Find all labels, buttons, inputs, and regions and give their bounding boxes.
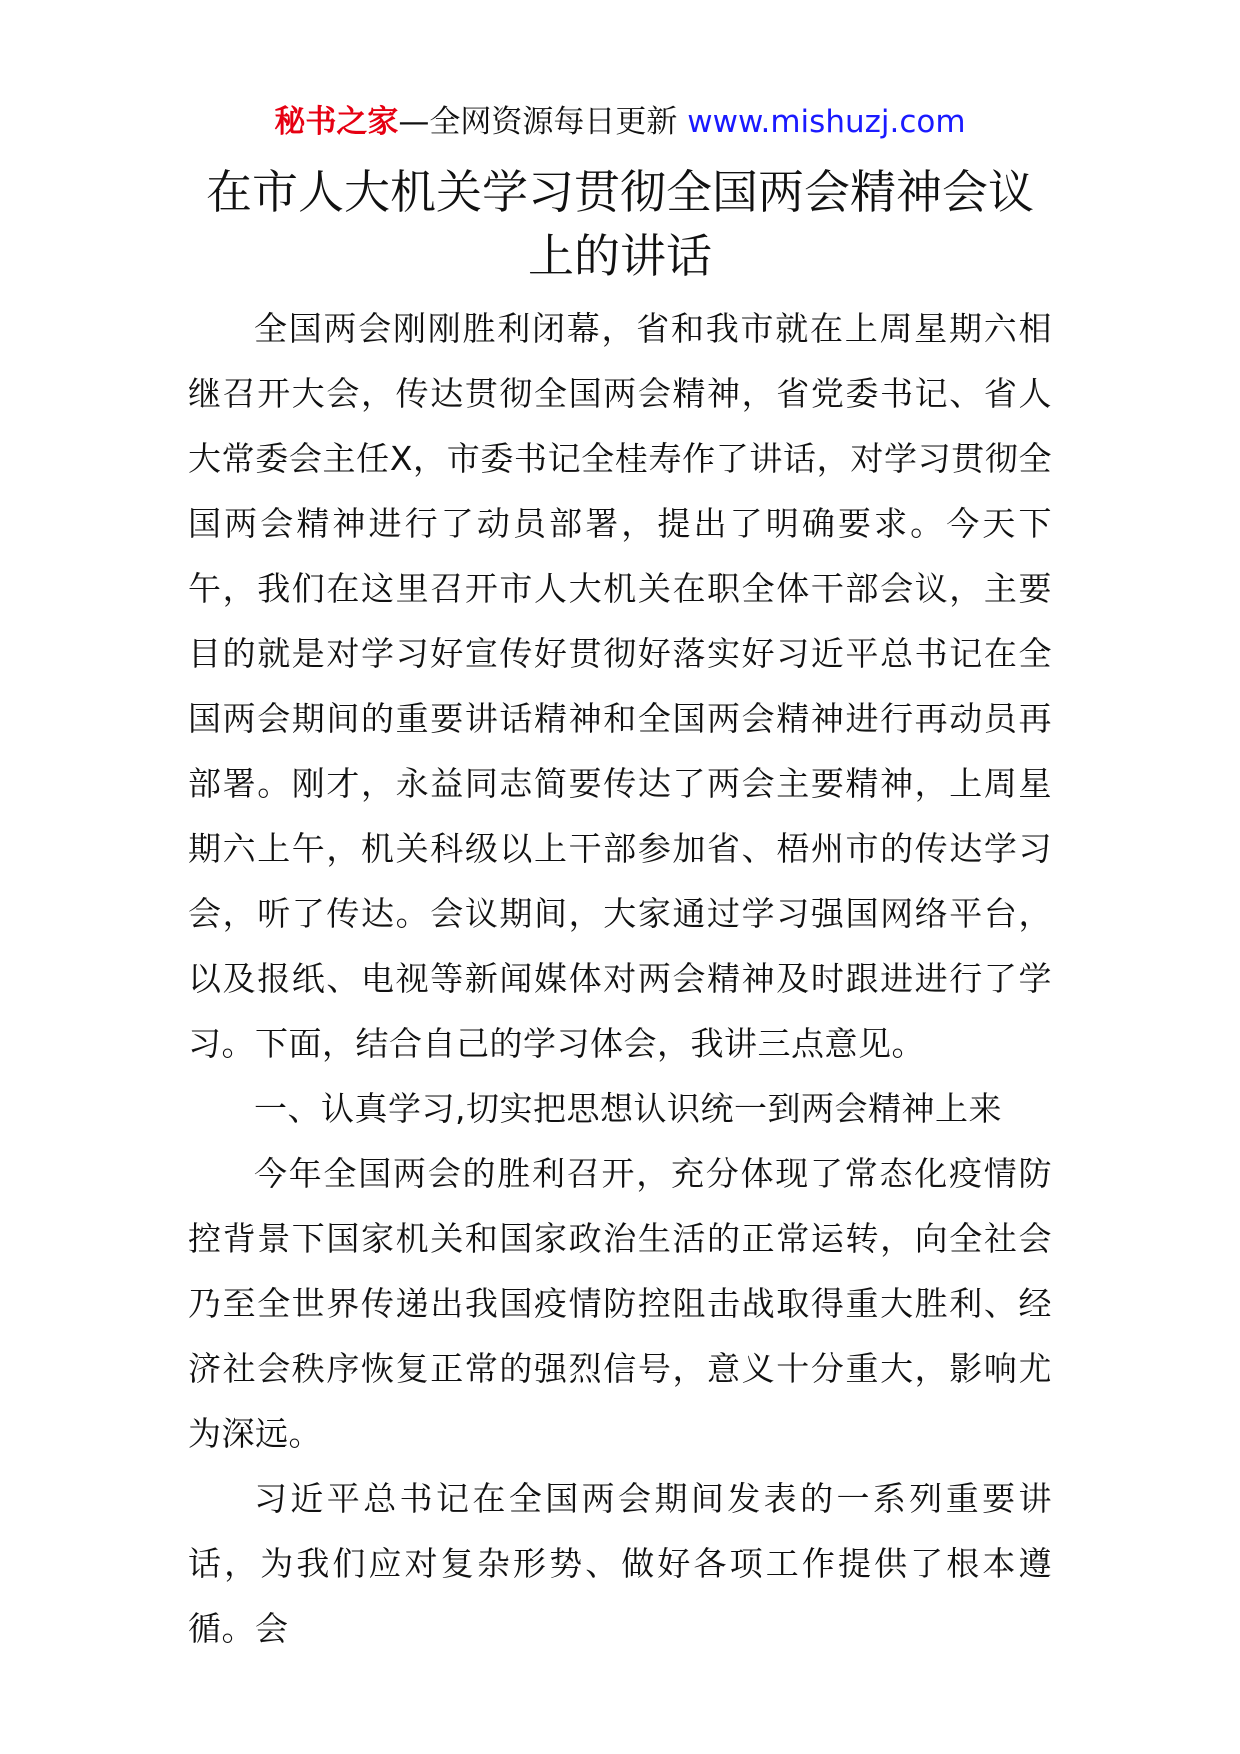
document-body <box>188 296 1052 1661</box>
paragraph-speech: 习近平总书记在全国两会期间发表的一系列重要讲话，为我们应对复杂形势、做好各项工作提供了根本遵循。会 <box>188 1479 1052 1648</box>
title-line-1: 在市人大机关学习贯彻全国两会精神会议 <box>206 165 1034 219</box>
section-heading-1: 一、认真学习,切实把思想认识统一到两会精神上来 <box>254 1089 1002 1128</box>
banner-url-link[interactable]: www.mishuzj.com <box>687 104 966 140</box>
paragraph-intro: 全国两会刚刚胜利闭幕，省和我市就在上周星期六相继召开大会，传达贯彻全国两会精神，省党委书记、省人大常委会主任X，市委书记全桂寿作了讲话，对学习贯彻全国两会精神进行了动员部署，提出了明确要求。今天下午，我们在这里召开市人大机关在职全体干部会议，主要目的就是对学习好宣传好贯彻好落实好习近平总书记在全国两会期间的重要讲话精神和全国两会精神进行再动员再部署。刚才，永益同志简要传达了两会主要精神，上周星期六上午，机关科级以上干部参加省、梧州市的传达学习会，听了传达。会议期间，大家通过学习强国网络平台，以及报纸、电视等新闻媒体对两会精神及时跟进进行了学习。下面，结合自己的学习体会，我讲三点意见。 <box>188 309 1052 1063</box>
paragraph-significance: 今年全国两会的胜利召开，充分体现了常态化疫情防控背景下国家机关和国家政治生活的正常运转，向全社会乃至全世界传递出我国疫情防控阻击战取得重大胜利、经济社会秩序恢复正常的强烈信号，意义十分重大，影响尤为深远。 <box>188 1154 1052 1453</box>
banner-brand: 秘书之家 <box>274 104 399 140</box>
document-title <box>150 160 1090 288</box>
site-banner <box>0 100 1240 144</box>
banner-tagline: —全网资源每日更新 <box>398 104 688 140</box>
title-line-2: 上的讲话 <box>528 229 712 283</box>
